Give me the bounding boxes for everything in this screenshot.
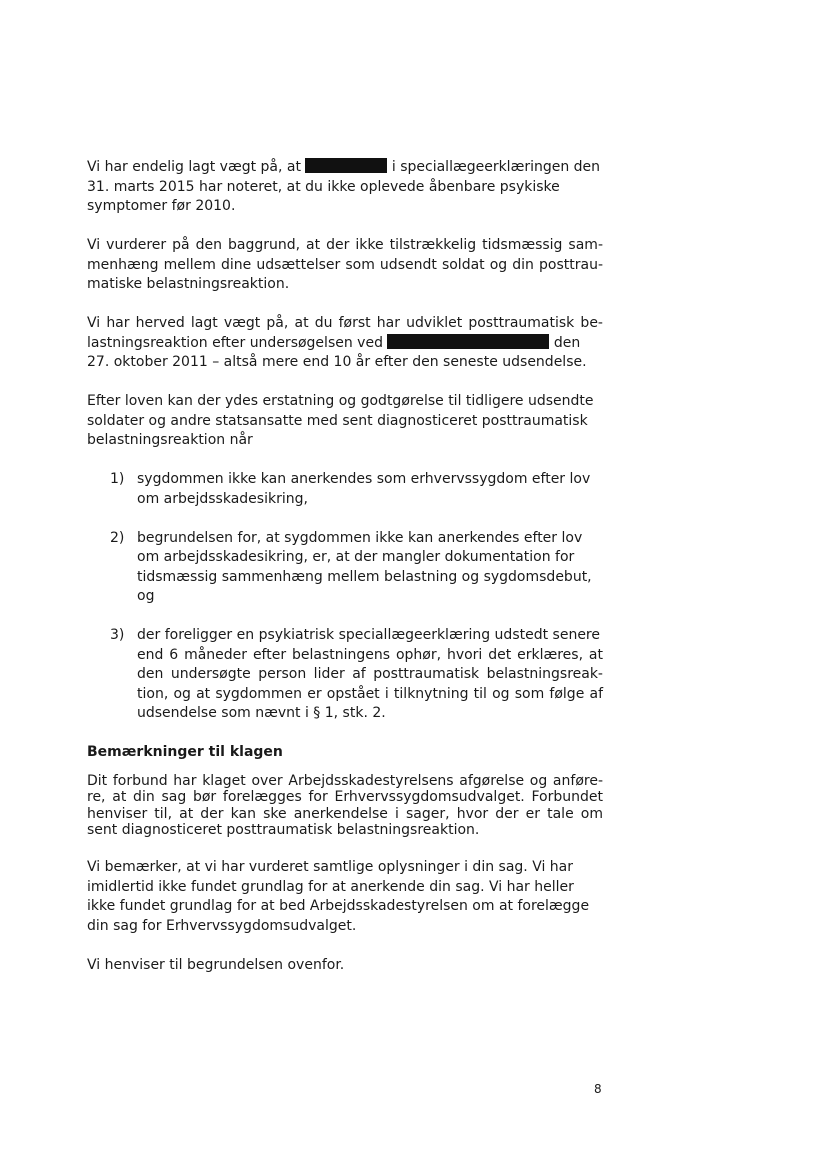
text-line: ikke fundet grundlag for at bed Arbejdsskadestyrelsen om at forelægge (87, 898, 590, 914)
text-line: tion, og at sygdommen er opstået i tilknytning til og som følge af (137, 685, 603, 702)
text-line: henviser til, at der kan ske anerkendelse i sager, hvor der er tale om (87, 805, 603, 822)
text-fragment: Vi har endelig lagt vægt på, at (87, 159, 301, 175)
text-line: menhæng mellem dine udsættelser som udsendt soldat og din posttrau- (87, 256, 603, 273)
document-body (87, 158, 603, 975)
text-line: 27. oktober 2011 – altså mere end 10 år efter den seneste udsendelse. (87, 354, 587, 370)
text-line: Dit forbund har klaget over Arbejdsskadestyrelsens afgørelse og anføre- (87, 772, 603, 789)
redaction-bar (387, 334, 549, 349)
text-fragment: den (553, 334, 581, 351)
text-line: Vi bemærker, at vi har vurderet samtlige oplysninger i din sag. Vi har (87, 859, 574, 875)
text-fragment: lastningsreaktion efter undersøgelsen ved (87, 334, 383, 351)
list-number: 2) (110, 529, 125, 546)
page-number: 8 (594, 1082, 602, 1096)
text-fragment: i speciallægeerklæringen den (391, 159, 601, 175)
text-line: Vi vurderer på den baggrund, at der ikke tilstrækkelig tidsmæssig sam- (87, 237, 603, 253)
text-line: imidlertid ikke fundet grundlag for at anerkende din sag. Vi har heller (87, 878, 574, 895)
criteria-list (87, 470, 603, 724)
paragraph-reference (87, 956, 603, 976)
text-line: tidsmæssig sammenhæng mellem belastning og sygdomsdebut, (137, 568, 592, 585)
text-line: der foreligger en psykiatrisk speciallægeerklæring udstedt senere (137, 627, 600, 643)
text-line: matiske belastningsreaktion. (87, 276, 290, 292)
text-line: udsendelse som nævnt i § 1, stk. 2. (137, 705, 386, 721)
paragraph-reasoning (87, 314, 603, 373)
paragraph-complaint (87, 773, 603, 839)
redaction-bar (305, 158, 387, 173)
text-line: den undersøgte person lider af posttraumatisk belastningsreak- (137, 666, 603, 682)
text-line: om arbejdsskadesikring, er, at der mangler dokumentation for (137, 549, 575, 565)
list-item (87, 529, 603, 607)
text-line: sygdommen ikke kan anerkendes som erhvervssygdom efter lov (137, 471, 591, 487)
paragraph-conclusion (87, 858, 603, 936)
text-line: Vi har herved lagt vægt på, at du først har udviklet posttraumatisk be- (87, 315, 603, 331)
list-item (87, 626, 603, 724)
text-line: end 6 måneder efter belastningens ophør, hvori det erklæres, at (137, 646, 603, 663)
text-line: og (137, 588, 155, 604)
paragraph-assessment (87, 236, 603, 295)
text-line: symptomer før 2010. (87, 198, 236, 214)
text-line: 31. marts 2015 har noteret, at du ikke oplevede åbenbare psykiske (87, 178, 560, 195)
paragraph-emphasis (87, 158, 603, 217)
text-line: re, at din sag bør forelægges for Erhvervssygdomsudvalget. Forbundet (87, 789, 603, 805)
list-number: 3) (110, 627, 125, 643)
text-line: sent diagnosticeret posttraumatisk belastningsreaktion. (87, 822, 480, 838)
text-line: soldater og andre statsansatte med sent diagnosticeret posttraumatisk (87, 412, 588, 429)
text-line: belastningsreaktion når (87, 432, 253, 448)
list-number: 1) (110, 471, 125, 487)
text-line (87, 158, 603, 178)
list-item (87, 470, 603, 509)
text-line: Vi henviser til begrundelsen ovenfor. (87, 956, 345, 973)
text-line: begrundelsen for, at sygdommen ikke kan anerkendes efter lov (137, 529, 583, 546)
text-line: din sag for Erhvervssygdomsudvalget. (87, 917, 357, 934)
section-heading: Bemærkninger til klagen (87, 744, 283, 760)
text-line: om arbejdsskadesikring, (137, 490, 308, 507)
paragraph-law (87, 392, 603, 451)
text-line (87, 334, 603, 354)
text-line: Efter loven kan der ydes erstatning og godtgørelse til tidligere udsendte (87, 393, 594, 409)
